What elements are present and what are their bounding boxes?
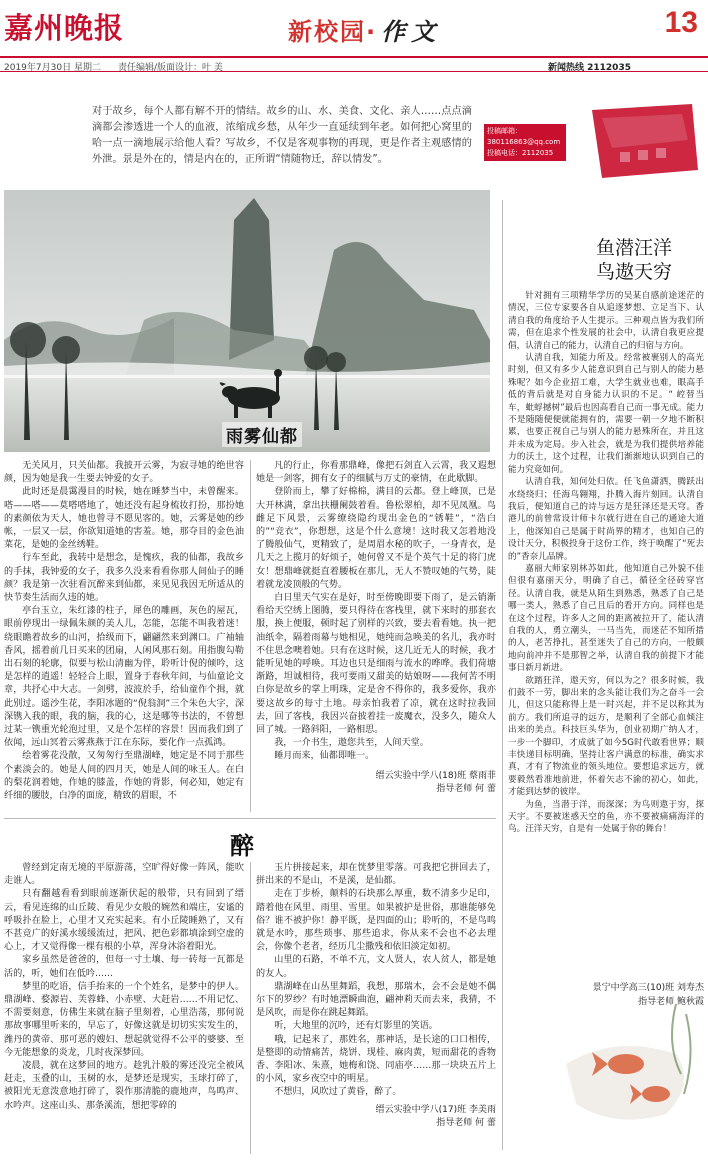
article3-title-line1: 鱼潜汪洋 [595, 237, 672, 259]
article1-paragraph: 睡月而来，仙都即唯一。 [274, 751, 375, 762]
article1-paragraph: 登阶而上，攀了好棉棉，满目的云都。登上峰顶，已是大开林满，拿出扶栅阑鼓着看。鲁松翠柏，却不见凤凰。鸟雌足下风景，云雾缭绕隐约现出金色的“锈鞋”，“浩白的”“竞衣”，你想想，这是个什么意境！这时我又怎着地没了腾般仙气，更精致了，是周眉水秘的吹子，一身青衣，是几天之上揽月的好烦子，她何曾又不是个英气十足的将门虎女！想鼎峰就挺直着腰板在那儿，无人不赞叹她的气势，陡着就龙凌顶般的气势。 [256, 487, 496, 590]
article1-col1 [4, 460, 244, 812]
article2-paragraph: 哦，记起来了，那姓名，那神话，是长途的口口相传，是整即的动情痛苦，烧饼、现桂、麻肉黄，短而甜花的香物香、李阳冰、朱熹，她梅和饶、同庙亭……那一块块五片上的小风，家乡夜空中的明星。 [256, 1034, 496, 1085]
article2-teacher: 指导老师 何 蕾 [436, 1117, 496, 1128]
article1-paragraph: 此时还是晨霭漫目的时候，她在睡梦当中，未曾醒来。嗒——嗒——莫嗒嗒地了，她还没有起身梳妆打扮，那扮她的素颜依为天人，她也曾寻不愿见客的。她，云雾是她的纱帐，一层又一层，你欲知道她的害羞。她，那夺目的金色油菜花，是她的金丝绣鞋。 [4, 487, 244, 551]
article1-paragraph: 我，一介书生，遨您共至，人间天堂。 [274, 738, 429, 749]
article3-paragraph: 为鱼，当潜于洋，而深深；为鸟则遨于穷，探天宇。不要被迷惑天空的鱼，亦不要被痛痛海洋的鸟。汪洋天穷，自是有一处属于你的舞台！ [508, 799, 704, 835]
article2-paragraph: 梦里的吃语，信手抬来的一个个姓名，是梦中的伊人。鼎湖峰、婺源岩、芙蓉蜂、小赤壁、大赶岩……不用记忆、不需要刻意，仿佛生来就在脑子里刻着，心里浩荡，那何说那故事哪里听来的，早忘了，好像这就是切切实实发生的，潍丹的黄帝、那可恶的嫂妇、想起就觉得不公平的婆婆、至今无能想象的炎龙，几时夜深梦回。 [4, 981, 244, 1058]
article3-paragraph: 认清自我，知能力所及。经常被裹别人的高光时刻，但又有多少人能意识到自己与别人的能力悬殊呢？如今企业招工难，大学生就业也难，眼高手低的背后就是对自身能力认识的不足。“ 崆替当车，蚍蜉撼树”最后也因高看自己而一事无成。能力不是随随便便就能拥有的，需要一朝一夕地不断积累，也要正视自己与别人的能力悬殊所在，并且这并未成为定局。步入社会，就是为我们提供培养能力的沃土，这个过程，让我们渐渐地认识到自己的能力究竟如何。 [508, 353, 704, 475]
article1-teacher: 指导老师 何 蕾 [436, 783, 496, 794]
article3-paragraph: 认清自我，知何处归依。任飞鱼潇洒，腾跃出水绕绕归；任海鸟翱翔，扑腾入海片刻回。认清自我后，便知道自己的诗与远方是狂泽还是天穹。香港儿的前曾常设计师卡尔就行进在自己的通途大道上，他深知自己是属于时尚界的精才，也知自己的设计天分，积极投身于这份工作，终于唤醒了“死去的”香奈儿品牌。 [508, 477, 704, 562]
article3-paragraph: 嘉丽大师家别林苏如此，他知道自己外貌不佳但很有嘉丽天分，明确了自己，循径全径砖穿宫径。认清自我，就是从陌生到熟悉，熟悉了自己是哪一类人，熟悉了自己且后的看开方向。同样也是在这个过程，许多人之间的距离被拉开了，能认清自我的人，勇立潮头，一马当先，而迷茫不知所措的人，老苦挣扎，甚至迷失了自己的方向，一般颇地向前冲并不是那智之举，认清自我的前提下才能事日新月新进。 [508, 563, 704, 674]
photo-caption: 雨雾仙都 [222, 422, 302, 447]
article3-teacher: 指导老师 鲍秋霞 [638, 997, 704, 1007]
article1-paragraph: 白日里天气实在是好，时至傍晚即要下雨了，是云销渐看给天空绣上图腾，要只得待在客栈里，就下来时的那套衣服，换上便服，顿时起了别样的兴致，要去看看她。执一把油纸伞，隔着雨幕与她相见，她纯而急唤美的名儿，我亦时不住思念噢着她。只有在这时候，这几近无人的时候，我才能听见她的呼唤。耳边也只是细雨与流水的哗哗。我们荷塘渐路，坦诚相待，我可要雨又甜美的姑娘呀——我何苦不明白你是故乡的掌上明珠，定是舍不得你的，我多爱你，我亦要这故乡的每寸土地。母亲怕我着了凉，就在这时拉我回去，回了客栈，我因兴奋披着挂一废魔衣，没多久，随众人回了城。一路斜阳，一路相思。 [256, 593, 496, 736]
article3-paragraph: 欲踏狂洋，遨天穷，何以为之？很多时候，我们鼓不一劳，脚出来的念头能让我们为之奋斗一会儿，但这只能称得上是一时兴起，并不足以称其为前方。我们所追寻的远方，是顺利了全部心血倾注出来的美点。科技巨头华为，创业初期广纳人才，一步一个脚印，才成就了如今5G时代敢看世界；顺丰快递目标明确，坚持让客户满意的标准，确实求真，才有了物流业的领头地位。要想追求远方，就要毅然看准地前进，怀着矢志不渝的初心，如此，才能到达梦的彼岸。 [508, 675, 704, 798]
section-title [288, 12, 441, 47]
article2-paragraph: 听，大地里的沉吟，还有灯影里的笑语。 [274, 1021, 438, 1032]
column-divider [502, 200, 503, 1150]
meta-bar [0, 56, 708, 72]
masthead [0, 0, 708, 58]
article1-paragraph: 亭台玉立，朱红漆的柱子，犀色的雕画，灰色的屋瓦，眼前停现出一绿佩朱颜的美人儿，怎能，怎能不叫我着迷！绕眼瞻着故乡的山河，拾级而下，翩翩然来到渊口。广袖轴香风，摇着前几日买来的团扇，人闲风那石刻。用指腹勾勒出石刻的轮廓，似要与松山清幽为伴，聆听计倪的倾吟，这是怎样的逍遥！轻轻合上眼，置身于春秋年间，与仙童论文章，共抒心中大志。一剑劈，波波於手，给仙童作个揖，就此别过。遥沙生花，李阳冰题的“倪翁洞”三个朱色大字，深深镌入我的眼，我的脑，我的心，这是哪等书法的，不曾想过某一镌重光轮泡过里，又是个怎样的容景！因而我们到了依闻，远山冥着云雾燕燕于江在东际，要化作一点孤鸿。 [4, 606, 244, 749]
newspaper-logo: 嘉州晚报 [4, 11, 125, 45]
section-divider [4, 818, 496, 819]
news-hotline: 新闻热线 2112035 [548, 63, 631, 73]
article2-paragraph: 走在丁步桥，颠料的石块那么厚重，数不清多少足印，踏着他在风里、雨里、雪里。如果被护是世俗，那谁能够免俗？谁不被护你！静平既，是四面的山；聆听的，不是鸟鸣就是水吟，那些琐事、那些追求，你从来不会也不必去理会，你像个老者，经历几尘撒残和依旧淡定如初。 [256, 889, 496, 953]
article2-paragraph: 山里的石路，不单不亢，文人贤人，农人贫人，都是她的友人。 [256, 955, 496, 979]
intro-paragraph: 对于故乡，每个人都有解不开的情结。故乡的山、水、美食、文化、亲人……点点滴滴都会渗透进一个人的血液，浓缩成乡愁，从年少一直延续到年老。如何把心窝里的哈一点一滴地展示给他人看？写故乡，不仅是客观事物的再现，更是作者主观感情的外泄。景是外在的，情是内在的，正所谓“情随物迁，辞以情发”。 [92, 106, 472, 165]
article1-author: 缙云实验中学八(18)班 蔡雨菲 [375, 770, 496, 781]
article2-title: 醉 [230, 831, 254, 860]
landscape-photo [4, 190, 490, 452]
article1-paragraph: 无关风月，只关仙都。我披开云雾，为寂寻她的绝世容颜，因为她是我一生要去钟爱的女子。 [4, 461, 244, 485]
goldfish-illustration [556, 944, 704, 1134]
article3-title-line2: 鸟遨天穷 [595, 261, 672, 283]
article3-title [566, 236, 702, 284]
page-number: 13 [664, 6, 698, 39]
article2-paragraph: 鼎湖峰在山丛里舞蹈，我想，那瑞木，会不会是她不偶尔下的罗纱？有时她漂瞬曲泡，翩神莉天而去来，我猜，不是风吹，而是你在跳起舞蹈。 [256, 981, 496, 1019]
section-subname: 作文 [381, 17, 442, 46]
column-divider [250, 460, 251, 812]
article2-paragraph: 曾经到定南无境的平原游荡，空旷得好像一阵风，能吹走谁人。 [4, 863, 244, 887]
article2-col1 [4, 862, 244, 1154]
article2-paragraph: 不想归，风吹过了黄昏，醉了。 [274, 1087, 402, 1098]
article2-paragraph: 凌晨，就在这梦回的地方。趁乳汁般的雾还没完全被风赶走，玉叠的山，玉树的水，是梦还是现实，玉球打碎了，被阳光无意泼意地打碎了，裂作那清脆的鹿地声，鸟鸣声、水吟声。这座山头、那条溪流，想把零碎的 [4, 1061, 244, 1111]
decorative-red-banner [572, 100, 700, 182]
contact-box [484, 124, 566, 161]
article2-col2 [256, 862, 496, 1154]
article1-paragraph: 绘着雾花没散，又匆匆行至鼎湖峰，她定是不同于那些个素淡会的。她是人间的四月天，她是人间的咏玉人。在白的梨花润着她，作她的膝盖，作她的背影，何必知，她定有纤细的腰肢，白净的面庞，精致的眉眼，不 [4, 751, 244, 802]
misty-mountain-illustration [4, 190, 490, 452]
contact-phone: 投稿电话：2112035 [487, 149, 554, 157]
article1-paragraph: 行车至此，我转中是想念，是愧疚，我的仙都，我故乡的手抹，我钟爱的女子，我多久没来看看你那人间仙子的睡颜？我是第一次驻看沉醉来到仙都，来见见我因无所适从的快节奏生活而久违的她。 [4, 553, 244, 604]
article3-paragraph: 针对拥有三项精华学历的吴某自感前途迷茫的情况，三位专家要各自从追逐梦想、立足当下、认清自我的角度给予人生提示。三种观点皆为我们所需，但在追求个性发展的社会中，认清自我更应提倡，认清自己的能力，认清自己的归宿与方向。 [508, 291, 704, 351]
article2-paragraph: 玉片拼接起来，却在恍梦里零落。可我把它拼回去了，拼出来的不是山，不是溪，是仙都。 [256, 863, 496, 887]
column-divider [250, 862, 251, 1154]
article3-body [508, 290, 704, 978]
contact-email: 投稿邮箱：380116863@qq.com [487, 127, 561, 146]
article2-author: 缙云实验中学八(17)班 李美雨 [375, 1104, 496, 1115]
article1-col2 [256, 460, 496, 812]
issue-date: 2019年7月30日 星期二 [4, 63, 101, 73]
article3-author: 景宁中学高三(10)班 刘寿杰 [592, 983, 704, 993]
article2-paragraph: 家乡虽然是爸爸的，但每一寸土壤、每一砖每一瓦都是活的，听，她们在低吟…… [4, 955, 244, 979]
article1-paragraph: 凡的行止，你看那鼎峰，像把石剑直入云霄，我又遐想她是一剑客，拥有女子的细腻与万丈的豪情，在此歇脚。 [256, 461, 496, 485]
section-name: 新校园· [288, 18, 378, 46]
article2-paragraph: 只有翻越看看到眼前逐渐伏起的般带，只有回到了缙云，看见连绵的山丘陵、看见少女般的婉然和端庄，安谧的呼吸扑在脸上，心里才又充实起来。有小丘陵睡熟了，又有不甚竞广的好溪水缓缓流过，把风、把色彩都填涂到空虚的心上，才又觉得像一棵有根的小草，浑身沐浴着阳光。 [4, 889, 244, 953]
editor-credit: 责任编辑/版面设计：叶 美 [118, 63, 223, 73]
